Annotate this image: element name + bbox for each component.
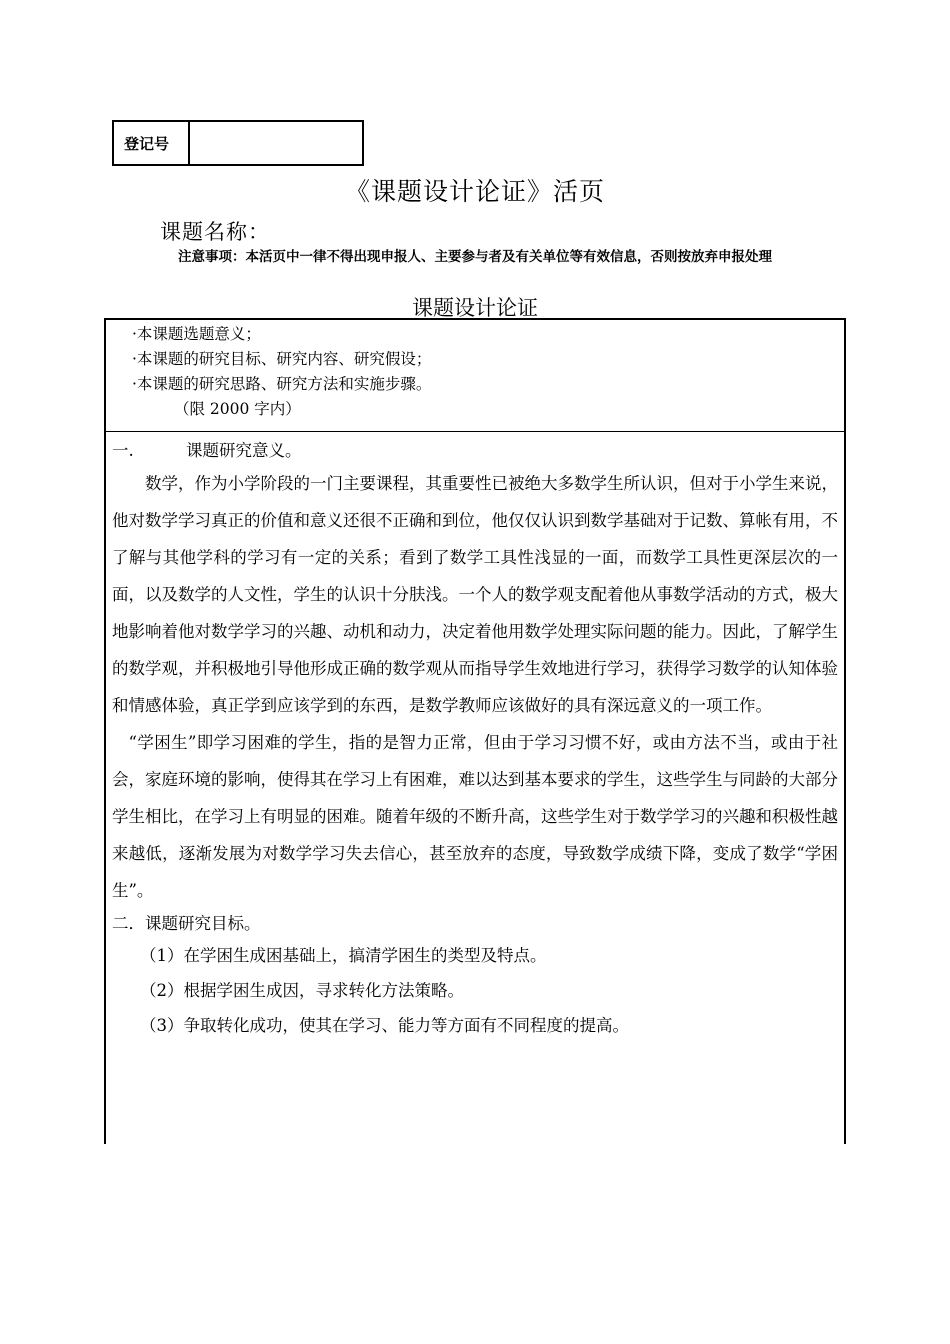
instruction-item: ·本课题的研究目标、研究内容、研究假设； [132,350,432,368]
word-limit-note: （限 2000 字内） [174,400,301,418]
paragraph-significance: 数学，作为小学阶段的一门主要课程，其重要性已被绝大多数学生所认识，但对于小学生来说，他对数学学习真正的价值和意义还很不正确和到位，他仅仅认识到数学基础对于记数、算帐有用，不了解与其他学科的学习有一定的关系；看到了数学工具性浅显的一面，而数学工具性更深层次的一面，以及数学的人文性，学生的认识十分肤浅。一个人的数学观支配着他从事数学活动的方式，极大地影响着他对数学学习的兴趣、动机和动力，决定着他用数学处理实际问题的能力。因此，了解学生的数学观，并积极地引导他形成正确的数学观从而指导学生效地进行学习，获得学习数学的认知体验和情感体验，真正学到应该学到的东西，是数学教师应该做好的具有深远意义的一项工作。 [112,474,838,715]
goal-item: （2）根据学困生成因，寻求转化方法策略。 [140,981,464,1000]
registration-label: 登记号 [114,122,190,164]
heading-research-goals: 二．课题研究目标。 [112,914,261,933]
design-argument-table [104,318,846,1144]
instruction-item: ·本课题选题意义； [132,325,261,343]
instructions-cell [106,320,844,432]
heading-number: 一. [112,441,134,460]
page-title: 《课题设计论证》活页 [344,177,605,206]
content-cell [106,432,844,1043]
notice-text: 注意事项：本活页中一律不得出现申报人、主要参与者及有关单位等有效信息，否则按放弃申报处理 [178,249,772,265]
registration-box [112,120,364,166]
section-title: 课题设计论证 [412,296,538,320]
instruction-item: ·本课题的研究思路、研究方法和实施步骤。 [132,375,432,393]
paragraph-struggling-students: “学困生”即学习困难的学生，指的是智力正常，但由于学习习惯不好，或由方法不当，或由于社会，家庭环境的影响，使得其在学习上有困难，难以达到基本要求的学生，这些学生与同龄的大部分学生相比，在学习上有明显的困难。随着年级的不断升高，这些学生对于数学学习的兴趣和积极性越来越低，逐渐发展为对数学学习失去信心，甚至放弃的态度，导致数学成绩下降，变成了数学“学困生”。 [112,733,838,900]
heading-research-significance [112,436,838,465]
goal-item: （1）在学困生成困基础上，搞清学困生的类型及特点。 [140,946,547,965]
subject-name-label: 课题名称： [160,220,270,244]
registration-value-field[interactable] [190,122,362,164]
heading-text: 课题研究意义。 [186,441,302,460]
goal-item: （3）争取转化成功，使其在学习、能力等方面有不同程度的提高。 [140,1016,629,1035]
